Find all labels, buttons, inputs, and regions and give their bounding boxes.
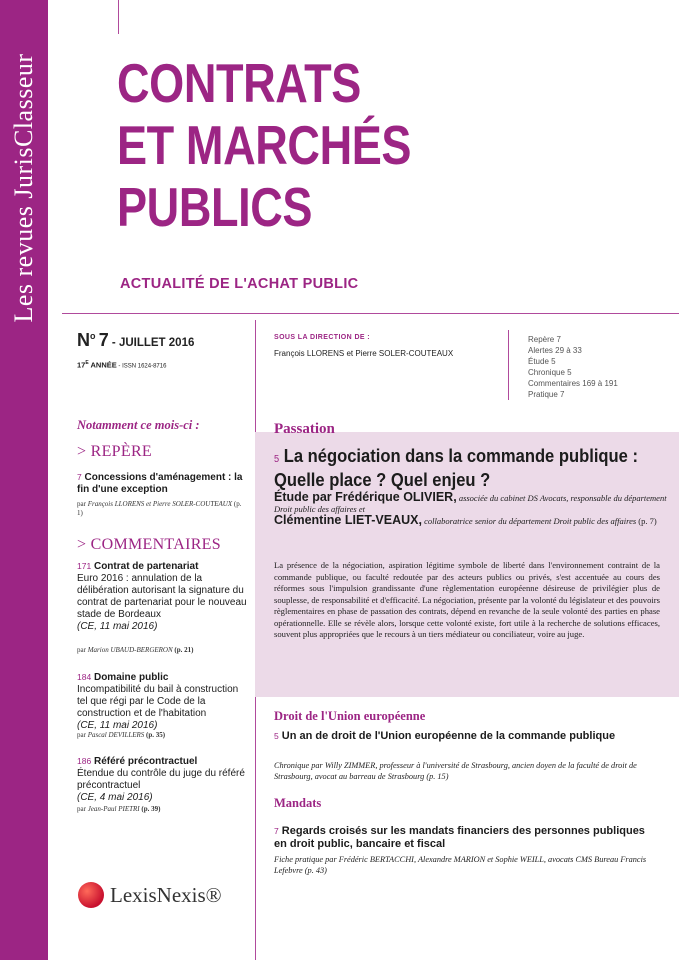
- issue-no-label: $N^o$: [77, 330, 96, 350]
- journal-title: [117, 52, 543, 238]
- comment-entry-2[interactable]: 184 Domaine public Incompatibilité du bail à construction tel que régi par le Code de la construction et de l'habitation (CE, 11 mai 2016): [77, 672, 239, 731]
- issue-number: [77, 330, 194, 351]
- publisher-name: LexisNexis®: [110, 882, 222, 907]
- comment-entry-3[interactable]: 186 Référé précontractuel Étendue du contrôle du juge du référé précontractuel (CE, 4 mai 2016): [77, 756, 245, 803]
- spine-band: [0, 0, 48, 960]
- repere-author: par François LLORENS et Pierre SOLER-COUTEAUX (p. 1): [77, 500, 242, 517]
- toc-item: Chronique 5: [528, 368, 572, 377]
- title-line-2: ET MARCHÉS: [117, 114, 412, 176]
- top-divider-line: [118, 0, 119, 34]
- spine-text: Les revues JurisClasseur: [9, 53, 38, 323]
- issue-date: - JUILLET 2016: [111, 337, 195, 349]
- toc-list: [528, 334, 618, 400]
- comment-author-2: par Pascal DEVILLERS (p. 35): [77, 731, 166, 739]
- journal-subtitle: ACTUALITÉ DE L'ACHAT PUBLIC: [120, 276, 359, 292]
- toc-item: Commentaires 169 à 191: [528, 379, 618, 388]
- toc-divider: [508, 330, 509, 400]
- direction-label: SOUS LA DIRECTION DE :: [274, 334, 371, 341]
- toc-item: Étude 5: [528, 357, 556, 366]
- comment-author-1: par Marion UBAUD-BERGERON (p. 21): [77, 646, 194, 654]
- comment-entry-1[interactable]: 171 Contrat de partenariat Euro 2016 : annulation de la délibération autorisant la signature du contrat de partenariat pour le nouveau stade de Bordeaux (CE, 11 mai 2016): [77, 561, 247, 632]
- repere-heading: > REPÈRE: [77, 443, 152, 460]
- mandats-title[interactable]: 7 Regards croisés sur les mandats financiers des personnes publiques en droit public, bancaire et fiscal: [274, 825, 645, 850]
- feature-abstract: La présence de la négociation, aspiration légitime symbole de liberté dans l'environnement contraint de la commande publique, ou faculté redoutée par des acteurs publics ou privés, s'est accentuée au cours des réformes sous l'impulsion grandissante d'une règlementation européenne désireuse de privilégier plus de souplesse, de responsabilité et d'efficacité. La négociation, présente par la volonté du législateur et des pouvoirs règlementaires en phase de passation des contrats, dépend en revanche de la seule volonté des parties en phase opérationnelle. Elle se révèle alors, lorsque cette volonté existe, fort utile à la recherche de solutions efficaces, souvent plus appropriées que le recours à un tiers médiateur ou conciliateur, voire au juge.: [274, 560, 660, 639]
- feature-byline: Étude par Frédérique OLIVIER, associée du cabinet DS Avocats, responsable du département Droit public des affaires et Clémentine LIET-VEAUX, collaboratrice senior du département Droit public des affaires (p. 7): [274, 490, 667, 527]
- issue-year: $17^E$ ANNÉE - ISSN 1624-8716: [77, 360, 167, 370]
- toc-item: Alertes 29 à 33: [528, 346, 582, 355]
- toc-item: Repère 7: [528, 335, 561, 344]
- issn: - ISSN 1624-8716: [116, 363, 167, 370]
- toc-item: Pratique 7: [528, 390, 565, 399]
- comment-author-3: par Jean-Paul PIETRI (p. 39): [77, 805, 161, 813]
- title-line-3: PUBLICS: [117, 176, 313, 238]
- eu-subtitle: Chronique par Willy ZIMMER, professeur à l'université de Strasbourg, ancien doyen de la faculté de droit de Strasbourg, avocat au barreau de Strasbourg (p. 15): [274, 761, 637, 781]
- repere-entry[interactable]: 7 Concessions d'aménagement : la fin d'une exception: [77, 472, 243, 495]
- eu-title[interactable]: 5 Un an de droit de l'Union européenne de la commande publique: [274, 730, 616, 742]
- mandats-subtitle: Fiche pratique par Frédéric BERTACCHI, Alexandre MARION et Sophie WEILL, avocats CMS Bureau Francis Lefebvre (p. 43): [274, 855, 647, 875]
- feature-section: Passation: [274, 421, 335, 437]
- publisher-logo: [78, 882, 222, 908]
- title-line-1: CONTRATS: [117, 52, 361, 114]
- highlights-intro: Notamment ce mois-ci :: [77, 418, 200, 432]
- eu-section: Droit de l'Union européenne: [274, 709, 426, 723]
- direction-names: François LLORENS et Pierre SOLER-COUTEAUX: [274, 349, 454, 358]
- issue-num: 7: [98, 330, 109, 350]
- feature-title[interactable]: 5 La négociation dans la commande publique : Quelle place ? Quel enjeu ?: [274, 446, 638, 490]
- commentaires-heading: > COMMENTAIRES: [77, 536, 221, 553]
- lexisnexis-logo-icon: [78, 882, 104, 908]
- masthead-rule: [62, 313, 679, 314]
- mandats-section: Mandats: [274, 796, 322, 810]
